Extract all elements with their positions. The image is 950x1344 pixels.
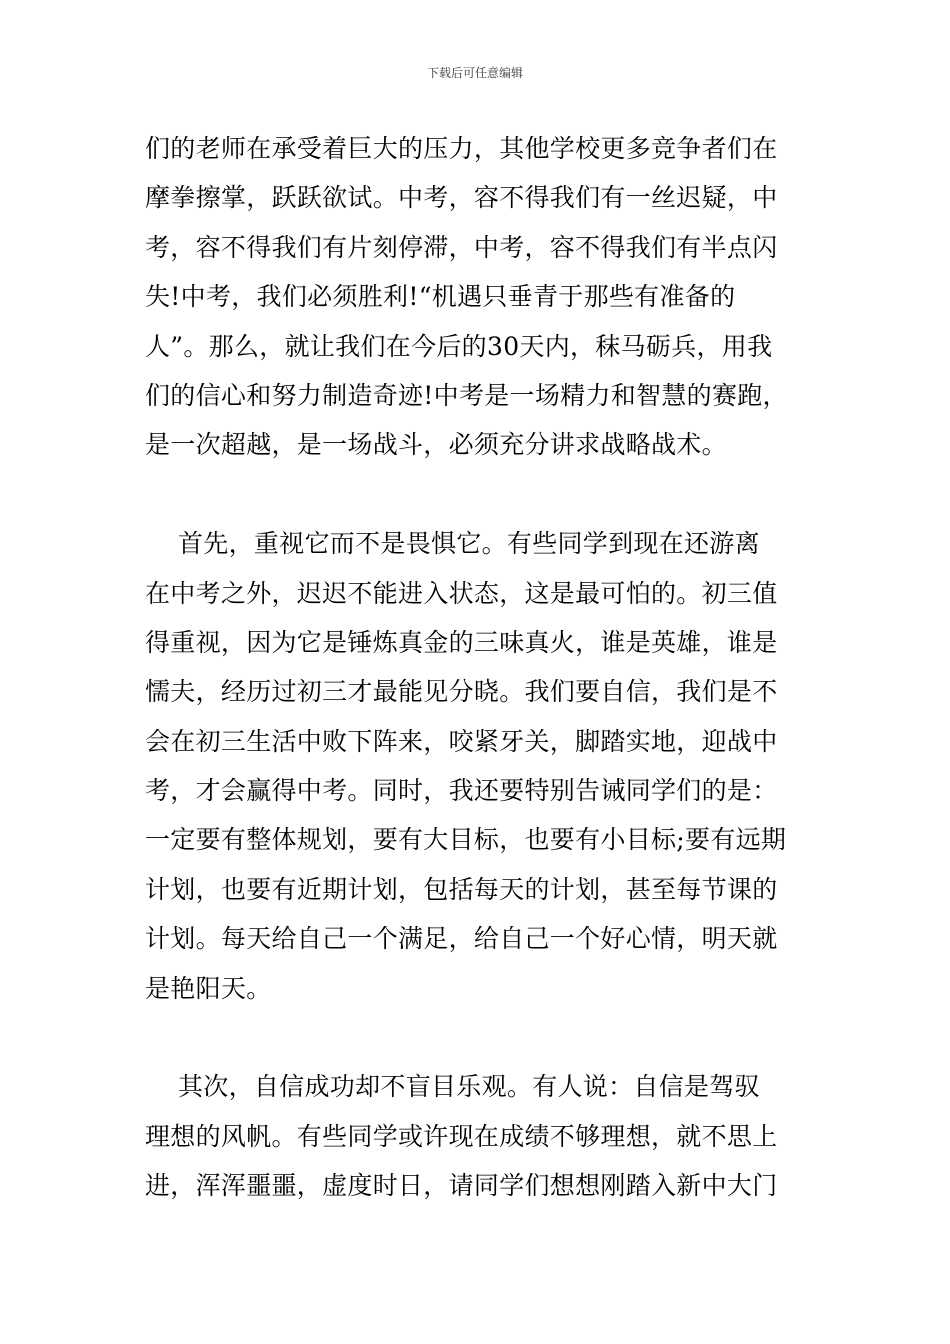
text-line: 计划。每天给自己一个满足，给自己一个好心情，明天就 bbox=[145, 924, 778, 954]
text-line: 摩拳擦掌，跃跃欲试。中考，容不得我们有一丝迟疑，中 bbox=[145, 183, 778, 213]
text-line: 是一次超越，是一场战斗，必须充分讲求战略战术。 bbox=[145, 430, 727, 460]
text-line: 会在初三生活中败下阵来，咬紧牙关，脚踏实地，迎战中 bbox=[145, 726, 778, 756]
text-line: 理想的风帆。有些同学或许现在成绩不够理想，就不思上 bbox=[145, 1121, 778, 1151]
text-line: 人”。那么，就让我们在今后的30天内，秣马砺兵，用我 bbox=[145, 331, 773, 361]
text-line: 考，才会赢得中考。同时，我还要特别告诫同学们的是： bbox=[145, 776, 778, 806]
text-line: 懦夫，经历过初三才最能见分晓。我们要自信，我们是不 bbox=[145, 677, 778, 707]
paragraph-spacer bbox=[145, 1013, 810, 1062]
text-line: 们的老师在承受着巨大的压力，其他学校更多竞争者们在 bbox=[145, 134, 778, 163]
document-body bbox=[145, 124, 810, 1211]
text-line: 其次，自信成功却不盲目乐观。有人说：自信是驾驭 bbox=[145, 1072, 760, 1102]
paragraph-2 bbox=[145, 519, 810, 1013]
text-line: 失!中考，我们必须胜利!“机遇只垂青于那些有准备的 bbox=[145, 282, 736, 312]
text-line: 考，容不得我们有片刻停滞，中考，容不得我们有半点闪 bbox=[145, 232, 778, 262]
page-header: 下载后可任意编辑 bbox=[426, 66, 523, 80]
text-line: 一定要有整体规划，要有大目标，也要有小目标;要有远期 bbox=[145, 825, 787, 855]
text-line: 在中考之外，迟迟不能进入状态，这是最可怕的。初三值 bbox=[145, 578, 778, 608]
paragraph-3 bbox=[145, 1062, 810, 1210]
paragraph-spacer bbox=[145, 470, 810, 519]
text-line: 计划，也要有近期计划，包括每天的计划，甚至每节课的 bbox=[145, 874, 778, 904]
text-line: 们的信心和努力制造奇迹!中考是一场精力和智慧的赛跑， bbox=[145, 380, 788, 410]
text-line: 首先，重视它而不是畏惧它。有些同学到现在还游离 bbox=[145, 529, 760, 559]
paragraph-1 bbox=[145, 124, 810, 470]
text-line: 是艳阳天。 bbox=[145, 973, 272, 1003]
text-line: 进，浑浑噩噩，虚度时日，请同学们想想刚踏入新中大门 bbox=[145, 1171, 778, 1201]
text-line: 得重视，因为它是锤炼真金的三味真火，谁是英雄，谁是 bbox=[145, 627, 778, 657]
